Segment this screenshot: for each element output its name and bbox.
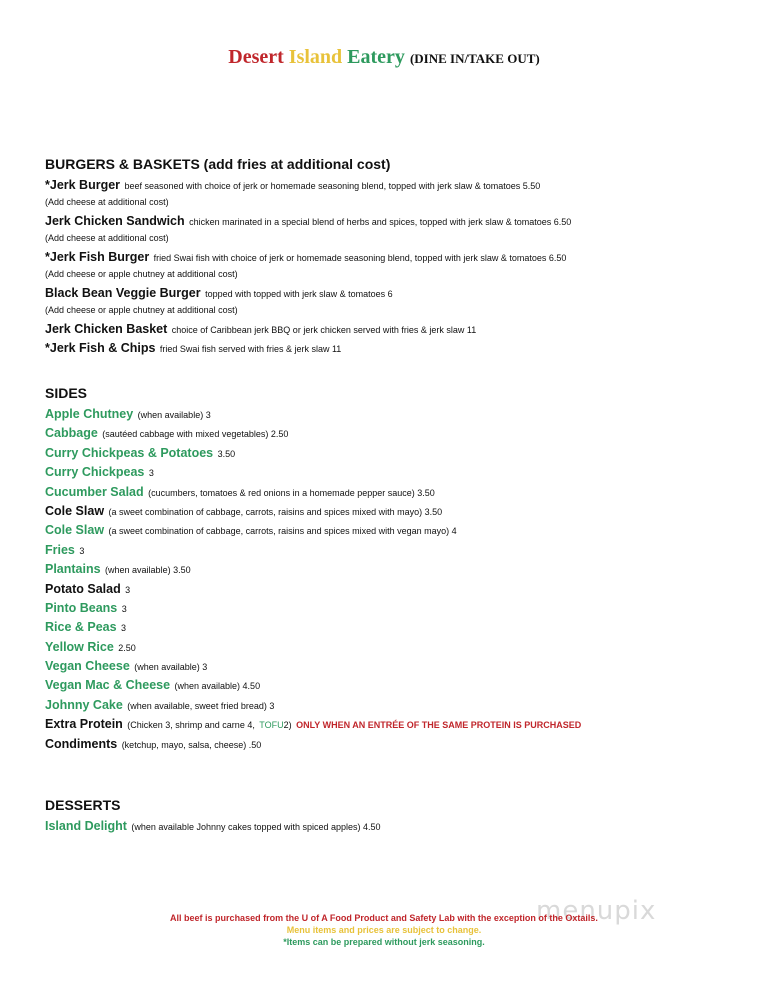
menu-item-condiments: Condiments (ketchup, mayo, salsa, cheese) .50 (45, 736, 262, 751)
footer-beef-note: All beef is purchased from the U of A Food Product and Safety Lab with the exception of the Oxtails. (170, 913, 598, 923)
menu-item: Island Delight (when available Johnny cakes topped with spiced apples) 4.50 (45, 819, 381, 833)
title-subtitle: (DINE IN/TAKE OUT) (409, 51, 540, 66)
menu-item: Jerk Chicken Basket choice of Caribbean jerk BBQ or jerk chicken served with fries & jerk slaw 11 (45, 321, 477, 336)
menu-item: Vegan Mac & Cheese (when available) 4.50 (45, 678, 261, 693)
menu-item: Rice & Peas 3 (45, 620, 127, 635)
menu-item: Cabbage (sautéed cabbage with mixed vegetables) 2.50 (45, 426, 289, 441)
footer-jerk-note: *Items can be prepared without jerk seasoning. (283, 937, 485, 947)
desserts-section (45, 794, 381, 835)
menu-item: Cole Slaw (a sweet combination of cabbage, carrots, raisins and spices mixed with mayo) 3.50 (45, 503, 443, 518)
menu-item-extra-protein: Extra Protein (Chicken 3, shrimp and carne 4, TOFU2) ONLY WHEN AN ENTRÉE OF THE SAME PROTEIN IS PURCHASED (45, 717, 582, 732)
title-word-eatery: Eatery (347, 46, 405, 68)
menu-item: *Jerk Fish & Chips fried Swai fish served with fries & jerk slaw 11 (45, 341, 342, 356)
section-heading-sides: SIDES (45, 385, 88, 401)
menu-item: *Jerk Fish Burger fried Swai fish with choice of jerk or homemade seasoning blend, topped with jerk slaw & tomatoes 6.50 (45, 249, 567, 264)
watermark: menupix (536, 896, 657, 926)
menu-item: Jerk Chicken Sandwich chicken marinated in a special blend of herbs and spices, topped with jerk slaw & tomatoes 6.50 (45, 213, 572, 228)
menu-item: Potato Salad 3 (45, 581, 131, 596)
section-heading-burgers: BURGERS & BASKETS (add fries at additional cost) (45, 156, 391, 172)
title-word-island: Island (288, 46, 343, 68)
menu-item: *Jerk Burger beef seasoned with choice of jerk or homemade seasoning blend, topped with jerk slaw & tomatoes 5.50 (45, 178, 541, 192)
menu-item-note: (Add cheese at additional cost) (45, 233, 169, 244)
menu-item: Curry Chickpeas 3 (45, 465, 154, 480)
menu-item: Yellow Rice 2.50 (45, 639, 136, 654)
footer-notes (0, 912, 768, 948)
menu-item: Johnny Cake (when available, sweet fried bread) 3 (45, 697, 275, 712)
menu-item: Fries 3 (45, 542, 85, 557)
menu-item-note: (Add cheese or apple chutney at additional cost) (45, 269, 238, 280)
menu-item: Apple Chutney (when available) 3 (45, 407, 211, 421)
tofu-label: TOFU (259, 720, 284, 731)
footer-price-note: Menu items and prices are subject to change. (286, 925, 482, 935)
title-word-desert: Desert (228, 46, 284, 68)
sides-section (45, 382, 581, 753)
menu-item: Black Bean Veggie Burger topped with topped with jerk slaw & tomatoes 6 (45, 285, 393, 300)
menu-item: Pinto Beans 3 (45, 600, 127, 615)
menu-item: Plantains (when available) 3.50 (45, 562, 191, 577)
burgers-section (45, 153, 571, 358)
menu-item-note: (Add cheese or apple chutney at additional cost) (45, 305, 238, 316)
menu-item: Curry Chickpeas & Potatoes 3.50 (45, 445, 236, 460)
menu-item: Cucumber Salad (cucumbers, tomatoes & red onions in a homemade pepper sauce) 3.50 (45, 484, 435, 499)
menu-item: Vegan Cheese (when available) 3 (45, 659, 208, 674)
section-heading-desserts: DESSERTS (45, 797, 121, 813)
menu-item: Cole Slaw (a sweet combination of cabbage, carrots, raisins and spices mixed with vegan mayo) 4 (45, 523, 457, 538)
menu-item-note: (Add cheese at additional cost) (45, 197, 169, 208)
restaurant-title (0, 46, 768, 69)
protein-warning: ONLY WHEN AN ENTRÉE OF THE SAME PROTEIN IS PURCHASED (296, 720, 582, 731)
